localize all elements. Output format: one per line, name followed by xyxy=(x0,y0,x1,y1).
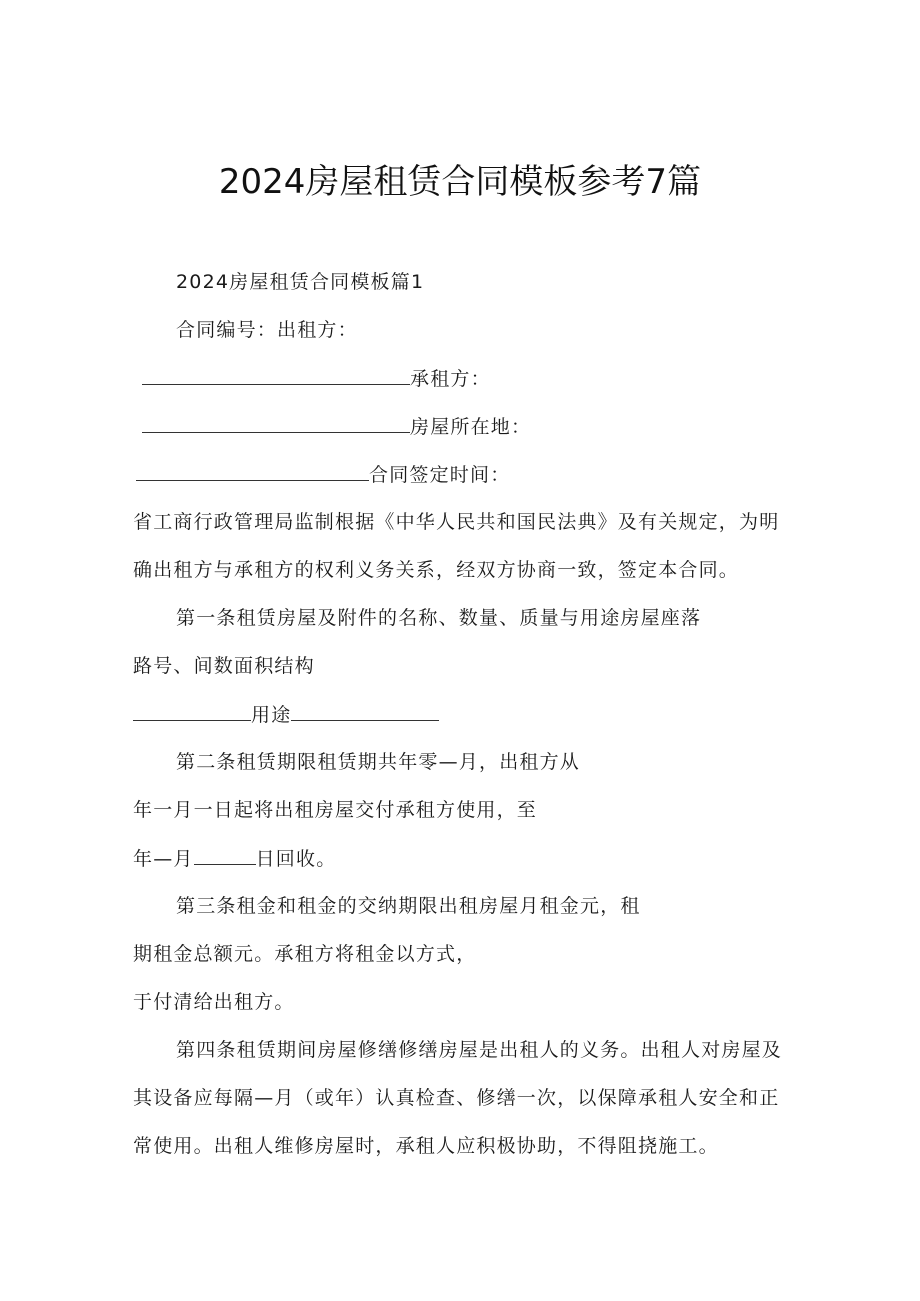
intro-line-2: 确出租方与承租方的权利义务关系，经双方协商一致，签定本合同。 xyxy=(133,559,740,581)
structure-blank xyxy=(133,700,251,721)
usage-blank xyxy=(291,700,439,721)
sign-time-line xyxy=(136,460,510,489)
article-3-line-1: 第三条租金和租金的交纳期限出租房屋月租金元，租 xyxy=(176,895,641,917)
lessee-line xyxy=(142,364,491,393)
lessee-blank xyxy=(142,364,410,385)
sign-time-label: 合同签定时间： xyxy=(369,464,511,486)
usage-label: 用途 xyxy=(251,704,292,726)
section-heading: 2024房屋租赁合同模板篇1 xyxy=(176,271,425,293)
article-4-line-2: 其设备应每隔—月（或年）认真检查、修缮一次，以保障承租人安全和正 xyxy=(133,1087,780,1109)
article-4-line-3: 常使用。出租人维修房屋时，承租人应积极协助，不得阻挠施工。 xyxy=(133,1135,719,1157)
return-month-label: 年—月 xyxy=(133,848,194,870)
intro-line-1: 省工商行政管理局监制根据《中华人民共和国民法典》及有关规定，为明 xyxy=(133,511,780,533)
location-blank xyxy=(142,412,410,433)
article-2-line-1: 第二条租赁期限租赁期共年零—月，出租方从 xyxy=(176,751,581,773)
sign-time-blank xyxy=(136,460,369,481)
article-1-line-1: 第一条租赁房屋及附件的名称、数量、质量与用途房屋座落 xyxy=(176,607,702,629)
location-label: 房屋所在地： xyxy=(410,416,532,438)
lessee-label: 承租方： xyxy=(410,368,491,390)
article-3-line-3: 于付清给出租方。 xyxy=(133,991,295,1013)
return-day-label: 日回收。 xyxy=(255,848,337,870)
article-4-line-1: 第四条租赁期间房屋修缮修缮房屋是出租人的义务。出租人对房屋及 xyxy=(176,1039,783,1061)
article-2-line-3 xyxy=(133,844,336,873)
article-1-line-2: 路号、间数面积结构 xyxy=(133,655,315,677)
article-3-line-2: 期租金总额元。承租方将租金以方式， xyxy=(133,943,477,965)
contract-number-line: 合同编号：出租方： xyxy=(176,319,358,341)
location-line xyxy=(142,412,531,441)
article-2-line-2: 年一月一日起将出租房屋交付承租方使用，至 xyxy=(133,799,538,821)
article-1-line-3 xyxy=(133,700,439,729)
document-title: 2024房屋租赁合同模板参考7篇 xyxy=(218,162,702,202)
return-day-blank xyxy=(194,844,256,865)
